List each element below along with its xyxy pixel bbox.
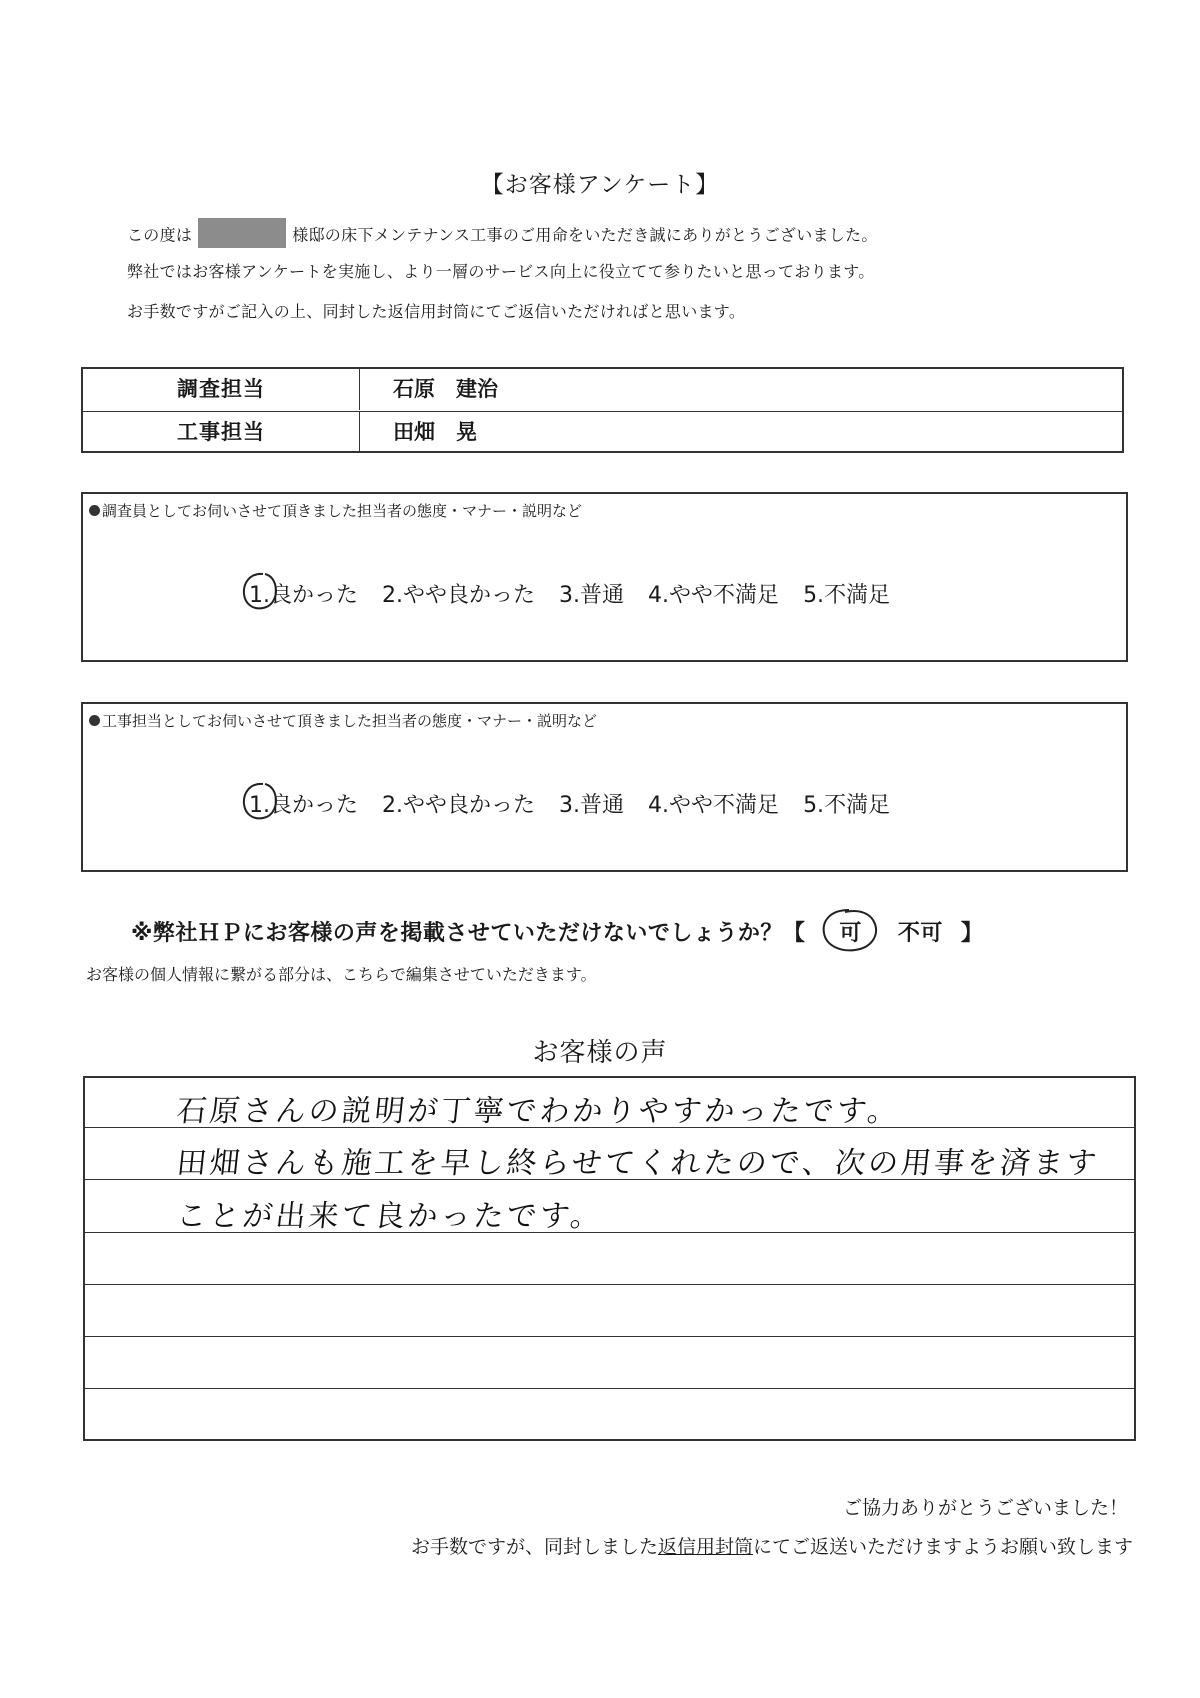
- privacy-note: お客様の個人情報に繋がる部分は、こちらで編集させていただきます。: [86, 965, 597, 984]
- staff-row-construction: [83, 411, 1122, 453]
- rating-options: [249, 578, 914, 609]
- intro-line-3: お手数ですがご記入の上、同封した返信用封筒にてご返信いただければと思います。: [127, 302, 746, 321]
- construction-staff-name: 田畑 晃: [393, 420, 477, 444]
- rating-option-number: 2.: [382, 583, 404, 608]
- customer-voice-box: [83, 1076, 1136, 1441]
- hp-choice-no-label: 不可: [897, 921, 943, 946]
- intro-line-1-before: この度は: [127, 225, 193, 245]
- rating-option-number: 5.: [803, 583, 825, 608]
- rating-option-label: 不満足: [824, 793, 891, 818]
- intro-line-2: 弊社ではお客様アンケートを実施し、より一層のサービス向上に役立てて参りたいと思っております。: [127, 262, 875, 281]
- staff-row-survey: [83, 369, 1122, 410]
- handwritten-line-2: 田畑さんも施工を早し終らせてくれたので、次の用事を済ます: [174, 1146, 1101, 1181]
- rating-option-4[interactable]: [648, 788, 779, 819]
- hp-close-bracket: 】: [960, 921, 984, 946]
- intro-line-1-after: 様邸の床下メンテナンス工事のご用命をいただき誠にありがとうございました。: [292, 225, 878, 245]
- rating-option-1[interactable]: [249, 578, 358, 609]
- rating-option-number: 2.: [382, 793, 404, 818]
- closing-message: [411, 1532, 1133, 1559]
- question-text: [89, 500, 582, 521]
- hp-permission-question: [131, 916, 983, 947]
- rating-option-label: 良かった: [270, 793, 359, 818]
- question-text: [89, 710, 597, 731]
- rating-option-2[interactable]: [382, 578, 535, 609]
- ruled-line: [85, 1388, 1134, 1389]
- rating-option-label: やや良かった: [403, 793, 536, 818]
- closing-underlined: 返信用封筒: [657, 1536, 753, 1558]
- intro-line-1: [127, 224, 878, 248]
- rating-option-number: 4.: [648, 793, 670, 818]
- rating-option-number: 3.: [559, 583, 581, 608]
- question-box-construction: [81, 702, 1128, 872]
- rating-option-number: 4.: [648, 583, 670, 608]
- rating-option-3[interactable]: [559, 788, 624, 819]
- closing-before: お手数ですが、同封しました: [410, 1536, 658, 1558]
- hp-choices: [821, 916, 961, 947]
- rating-option-number: 5.: [803, 793, 825, 818]
- handwritten-line-3: ことが出来て良かったです。: [174, 1199, 606, 1234]
- rating-option-number: 1.: [249, 583, 270, 608]
- rating-option-number: 3.: [559, 793, 581, 818]
- survey-staff-name: 石原 建治: [393, 377, 498, 401]
- hp-choice-yes-label: 可: [839, 921, 862, 946]
- survey-staff-label: 調査担当: [83, 369, 360, 410]
- handwritten-line-1: 石原さんの説明が丁寧でわかりやすかったです。: [174, 1094, 903, 1129]
- rating-option-5[interactable]: [803, 788, 890, 819]
- staff-table: [81, 367, 1124, 453]
- hand-circle-icon: [819, 906, 881, 954]
- rating-option-3[interactable]: [559, 578, 624, 609]
- question-box-survey: [81, 492, 1128, 662]
- redacted-customer-name: [198, 218, 286, 248]
- rating-option-5[interactable]: [803, 578, 890, 609]
- bullet-icon: [89, 715, 100, 726]
- ruled-line: [85, 1336, 1134, 1337]
- rating-options: [249, 788, 914, 819]
- hp-choice-no[interactable]: [898, 916, 943, 947]
- ruled-line: [85, 1284, 1134, 1285]
- question-label: 工事担当としてお伺いさせて頂きました担当者の態度・マナー・説明など: [102, 712, 598, 730]
- rating-option-label: やや不満足: [669, 583, 780, 608]
- construction-staff-label: 工事担当: [83, 412, 360, 453]
- voice-title: お客様の声: [532, 1038, 668, 1068]
- question-label: 調査員としてお伺いさせて頂きました担当者の態度・マナー・説明など: [102, 502, 583, 520]
- rating-option-label: 不満足: [824, 583, 891, 608]
- closing-after: にてご返送いただけますようお願い致します: [752, 1536, 1133, 1558]
- rating-option-label: やや不満足: [669, 793, 780, 818]
- thanks-message: ご協力ありがとうございました！: [842, 1497, 1128, 1519]
- hp-choice-yes[interactable]: [839, 916, 862, 947]
- survey-title: 【お客様アンケート】: [480, 172, 720, 198]
- rating-option-label: やや良かった: [403, 583, 536, 608]
- rating-option-label: 普通: [580, 583, 625, 608]
- rating-option-number: 1.: [249, 793, 270, 818]
- bullet-icon: [89, 505, 100, 516]
- rating-option-2[interactable]: [382, 788, 535, 819]
- rating-option-1[interactable]: [249, 788, 358, 819]
- hp-question-text: ※弊社ＨＰにお客様の声を掲載させていただけないでしょうか？【: [131, 921, 806, 946]
- rating-option-label: 普通: [580, 793, 625, 818]
- rating-option-label: 良かった: [270, 583, 359, 608]
- rating-option-4[interactable]: [648, 578, 779, 609]
